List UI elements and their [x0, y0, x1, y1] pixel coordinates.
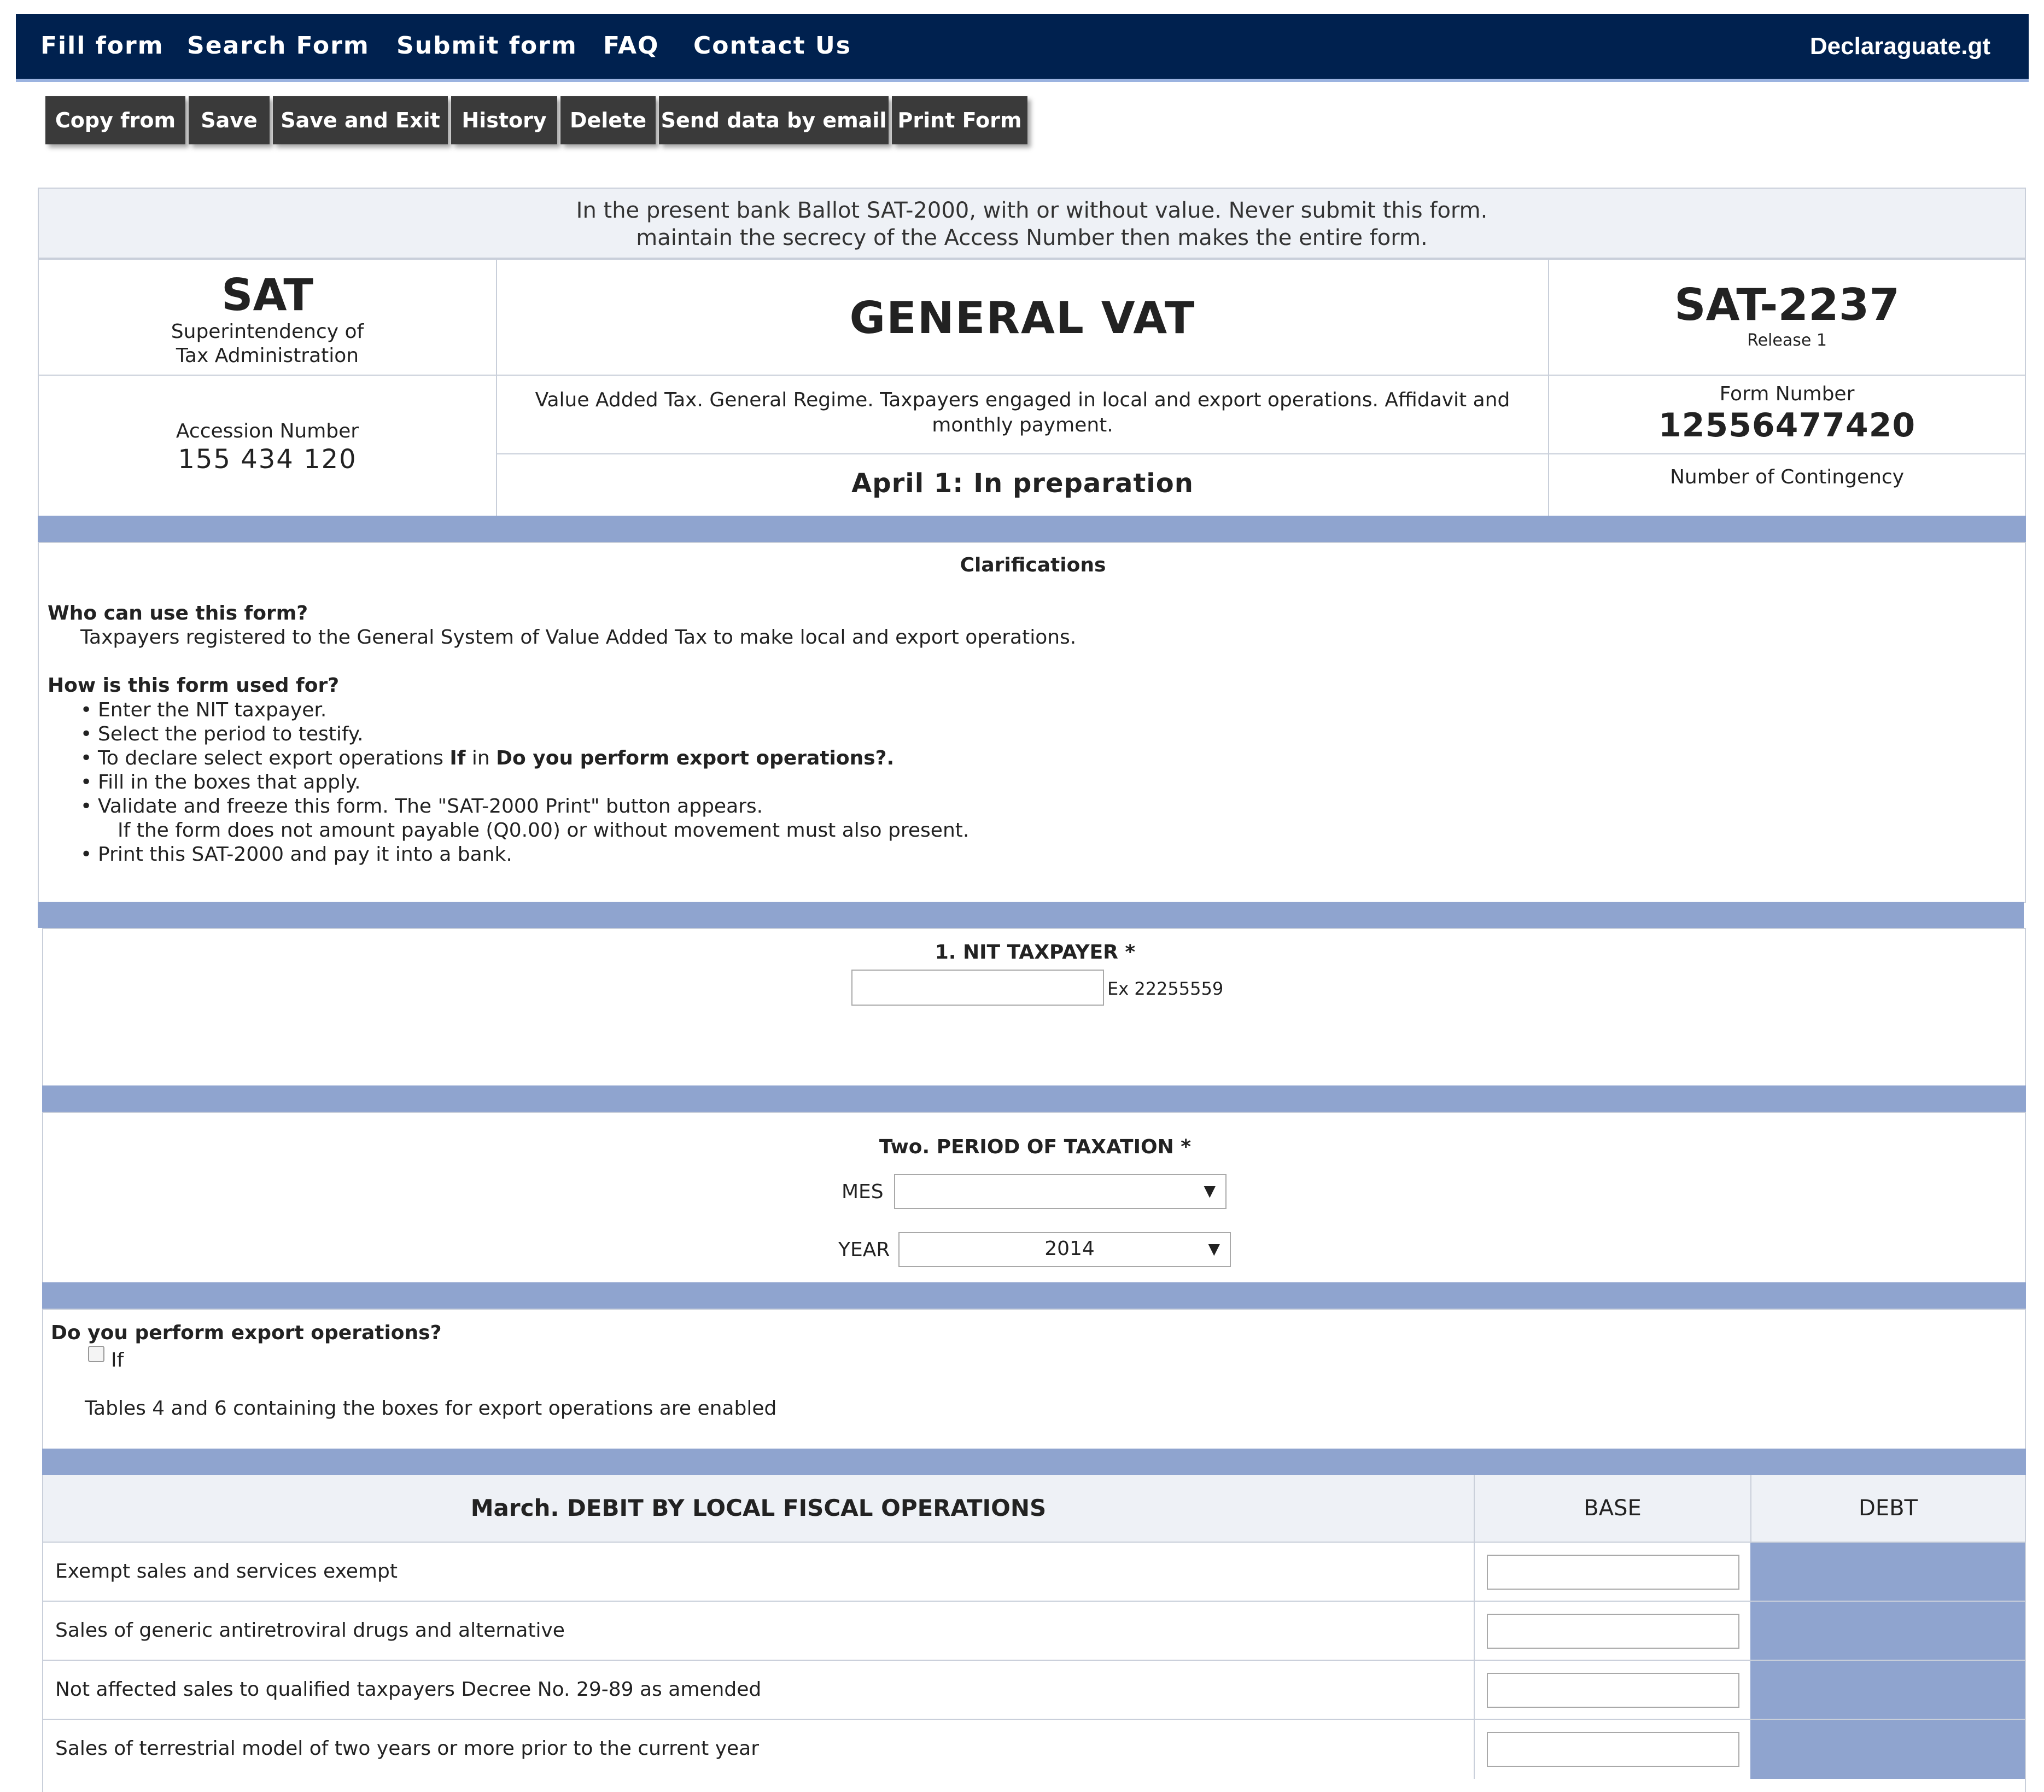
copy-from-button[interactable]: Copy from: [45, 96, 185, 144]
who-question: Who can use this form?: [48, 602, 308, 624]
org-name-line-1: Superintendency of: [171, 320, 364, 343]
period-label: Two. PERIOD OF TAXATION *: [879, 1136, 1192, 1158]
title-cell: [496, 259, 1549, 376]
nit-label: 1. NIT TAXPAYER *: [935, 941, 1136, 964]
form-number-label: Form Number: [1719, 383, 1855, 405]
who-answer: Taxpayers registered to the General System of Value Added Tax to make local and export operations.: [80, 626, 1077, 649]
description-cell: [496, 375, 1549, 454]
org-abbreviation: SAT: [221, 270, 313, 320]
base-input[interactable]: [1487, 1614, 1739, 1649]
row-label: Sales of terrestrial model of two years or more prior to the current year: [55, 1737, 760, 1760]
column-divider: [1474, 1602, 1475, 1661]
notice-line-2: maintain the secrecy of the Access Number then makes the entire form.: [636, 225, 1428, 250]
table-row: [43, 1661, 2025, 1720]
how-steps-list: [80, 698, 969, 867]
step-enter-nit: • Enter the NIT taxpayer.: [80, 698, 969, 722]
step-export: [80, 746, 969, 770]
debit-table: [42, 1475, 2026, 1792]
base-input[interactable]: [1487, 1673, 1739, 1708]
chevron-down-icon: ▼: [1208, 1240, 1220, 1258]
form-title: GENERAL VAT: [849, 293, 1196, 343]
table-row: [43, 1602, 2025, 1661]
how-question: How is this form used for?: [48, 674, 340, 697]
export-question: Do you perform export operations?: [51, 1322, 442, 1344]
step-select-period: • Select the period to testify.: [80, 722, 969, 746]
nav-contact-us[interactable]: Contact Us: [693, 32, 851, 60]
month-select[interactable]: [894, 1174, 1227, 1209]
save-and-exit-button[interactable]: Save and Exit: [273, 96, 448, 144]
row-label: Sales of generic antiretroviral drugs and alternative: [55, 1619, 565, 1642]
accession-label: Accession Number: [176, 420, 359, 442]
debt-cell-disabled: [1750, 1661, 2025, 1719]
top-navigation: [16, 14, 2029, 82]
debt-cell-disabled: [1750, 1602, 2025, 1660]
table-row: [43, 1543, 2025, 1602]
section-divider: [42, 1282, 2026, 1309]
col-header-debt: DEBT: [1750, 1475, 2025, 1543]
debit-table-title: March. DEBIT BY LOCAL FISCAL OPERATIONS: [43, 1475, 1474, 1543]
print-form-button[interactable]: Print Form: [892, 96, 1027, 144]
section-divider: [38, 516, 2026, 542]
export-section: [42, 1309, 2026, 1450]
nav-faq[interactable]: FAQ: [603, 32, 659, 60]
form-code: SAT-2237: [1674, 279, 1900, 330]
step-validate-note: If the form does not amount payable (Q0.00) or without movement must also present.: [118, 819, 970, 842]
accession-cell: [38, 375, 497, 517]
row-label: Not affected sales to qualified taxpayers Decree No. 29-89 as amended: [55, 1678, 762, 1701]
section-divider: [42, 1449, 2026, 1475]
delete-button[interactable]: Delete: [560, 96, 656, 144]
org-name-line-2: Tax Administration: [176, 345, 359, 367]
form-status: April 1: In preparation: [851, 468, 1194, 499]
column-divider: [1474, 1720, 1475, 1779]
nav-search-form[interactable]: Search Form: [187, 32, 370, 60]
section-divider: [38, 902, 2024, 928]
step-print-pay: • Print this SAT-2000 and pay it into a bank.: [80, 843, 969, 867]
step-export-text-b: If: [449, 747, 466, 769]
year-select-value: 2014: [1044, 1238, 1095, 1260]
base-input[interactable]: [1487, 1555, 1739, 1590]
clarifications-section: [38, 542, 2026, 903]
period-section: [42, 1112, 2026, 1283]
nit-hint: Ex 22255559: [1107, 978, 1224, 999]
export-note: Tables 4 and 6 containing the boxes for export operations are enabled: [85, 1397, 777, 1420]
column-divider: [1474, 1543, 1475, 1602]
org-cell: [38, 259, 497, 376]
col-header-base: BASE: [1474, 1475, 1750, 1543]
export-checkbox[interactable]: [88, 1346, 104, 1362]
form-code-cell: [1548, 259, 2026, 376]
clarifications-title: Clarifications: [960, 554, 1106, 576]
contingency-label: Number of Contingency: [1669, 466, 1905, 488]
form-number-cell: [1548, 375, 2026, 454]
form-release: Release 1: [1747, 331, 1827, 350]
nav-submit-form[interactable]: Submit form: [396, 32, 577, 60]
table-row: [43, 1720, 2025, 1779]
month-label: MES: [842, 1181, 884, 1203]
section-divider: [42, 1085, 2026, 1112]
debt-cell-disabled: [1750, 1543, 2025, 1601]
chevron-down-icon: ▼: [1204, 1182, 1216, 1200]
step-export-text-a: To declare select export operations: [98, 747, 450, 769]
step-fill-boxes: • Fill in the boxes that apply.: [80, 770, 969, 795]
nit-input[interactable]: [851, 970, 1104, 1006]
brand-logo-text[interactable]: Declaraguate.gt: [1809, 33, 1990, 60]
step-export-text-d: Do you perform export operations?.: [496, 747, 895, 769]
contingency-cell: [1548, 453, 2026, 517]
security-notice: [38, 188, 2026, 259]
year-label: YEAR: [838, 1239, 890, 1261]
form-description: Value Added Tax. General Regime. Taxpayers engaged in local and export operations. Affidavit and monthly payment.: [535, 389, 1510, 436]
step-export-text-c: in: [465, 747, 497, 769]
export-checkbox-label: If: [111, 1349, 124, 1371]
base-input[interactable]: [1487, 1732, 1739, 1767]
accession-number: 155 434 120: [178, 444, 357, 475]
nit-section: [42, 928, 2026, 1087]
send-data-by-email-button[interactable]: Send data by email: [659, 96, 889, 144]
form-number: 12556477420: [1658, 406, 1916, 445]
nav-fill-form[interactable]: Fill form: [40, 32, 164, 60]
year-select[interactable]: [898, 1232, 1231, 1267]
status-cell: [496, 453, 1549, 517]
debt-cell-disabled: [1750, 1720, 2025, 1779]
notice-line-1: In the present bank Ballot SAT-2000, with or without value. Never submit this form.: [576, 198, 1488, 223]
row-label: Exempt sales and services exempt: [55, 1560, 398, 1583]
save-button[interactable]: Save: [189, 96, 270, 144]
history-button[interactable]: History: [451, 96, 557, 144]
column-divider: [1474, 1661, 1475, 1720]
step-validate: • Validate and freeze this form. The "SAT-2000 Print" button appears.: [80, 795, 969, 819]
